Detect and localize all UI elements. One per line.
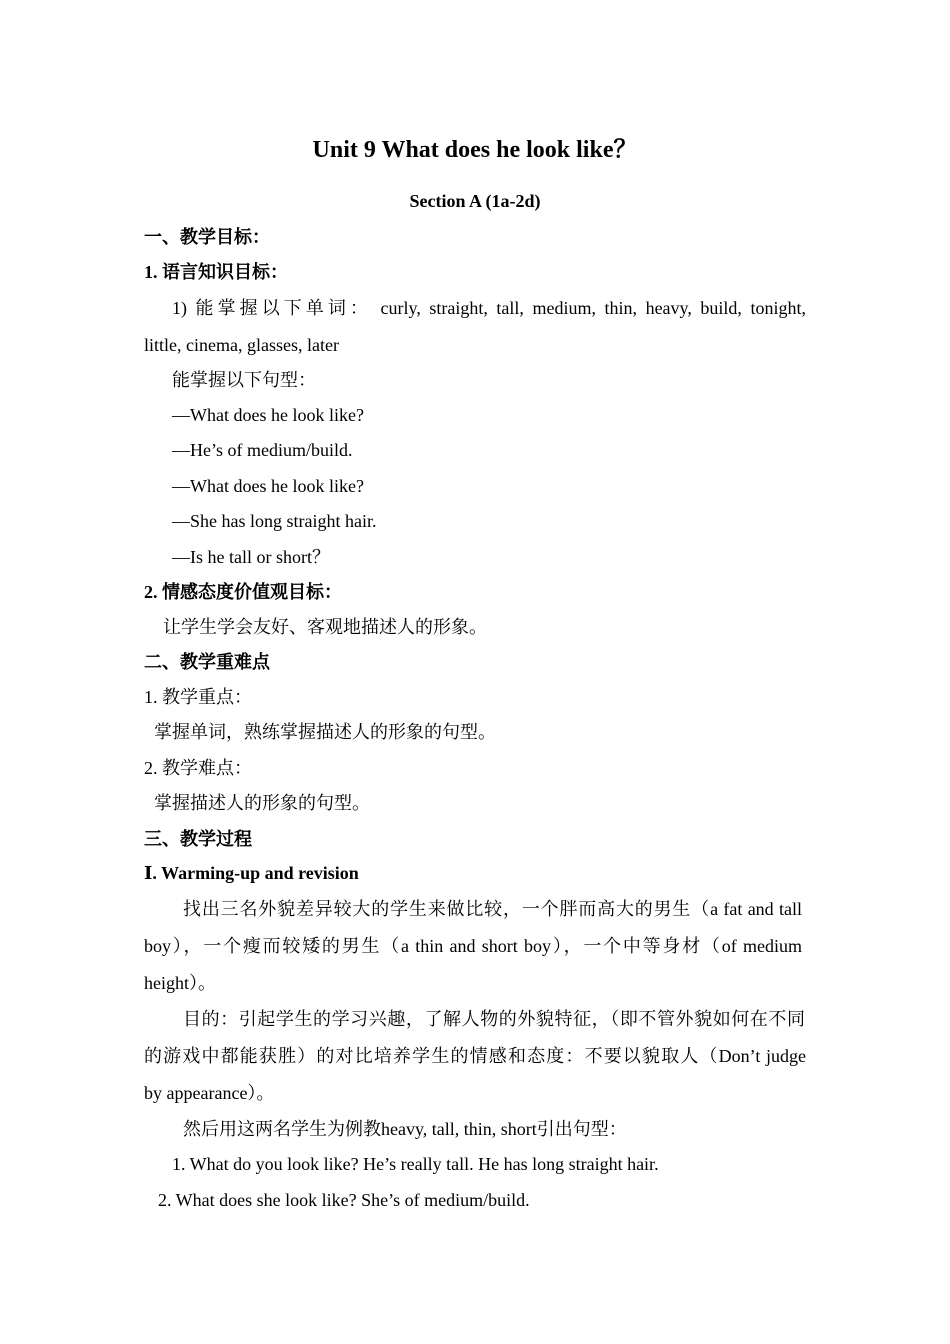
pattern-line: —What does he look like? bbox=[172, 476, 364, 496]
patterns-intro: 能掌握以下句型： bbox=[172, 370, 316, 390]
heading-warming-up: Ⅰ. Warming-up and revision bbox=[144, 863, 359, 883]
pattern-line: —Is he tall or short？ bbox=[172, 547, 330, 567]
paragraph-line: 找出三名外貌差异较大的学生来做比较，一个胖而高大的男生（a fat and tall bbox=[183, 899, 802, 919]
document-title: Unit 9 What does he look like？ bbox=[312, 137, 638, 163]
vocab-line-2: little, cinema, glasses, later bbox=[144, 335, 339, 355]
paragraph-line: 目的：引起学生的学习兴趣，了解人物的外貌特征，（即不管外貌如何在不同 bbox=[183, 1009, 805, 1029]
heading-difficult-point: 2. 教学难点： bbox=[144, 758, 252, 778]
paragraph-line: 的游戏中都能获胜）的对比培养学生的情感和态度：不要以貌取人（Don’t judge bbox=[144, 1046, 806, 1066]
pattern-line: —He’s of medium/build. bbox=[172, 440, 353, 460]
emotional-objectives-text: 让学生学会友好、客观地描述人的形象。 bbox=[163, 617, 487, 637]
paragraph-line: by appearance）。 bbox=[144, 1083, 275, 1103]
example-sentence: 2. What does she look like? She’s of medium/build. bbox=[158, 1190, 530, 1210]
paragraph-line: 然后用这两名学生为例教heavy, tall, thin, short引出句型： bbox=[183, 1119, 627, 1139]
pattern-line: —She has long straight hair. bbox=[172, 511, 377, 531]
heading-key-point: 1. 教学重点： bbox=[144, 687, 252, 707]
heading-key-points: 二、教学重难点 bbox=[144, 652, 270, 672]
heading-language-objectives: 1. 语言知识目标： bbox=[144, 262, 288, 282]
heading-teaching-objectives: 一、教学目标： bbox=[144, 227, 270, 247]
heading-emotional-objectives: 2. 情感态度价值观目标： bbox=[144, 582, 342, 602]
pattern-line: —What does he look like? bbox=[172, 405, 364, 425]
heading-teaching-process: 三、教学过程 bbox=[144, 829, 252, 849]
example-sentence: 1. What do you look like? He’s really tall. He has long straight hair. bbox=[172, 1154, 659, 1174]
vocab-line-1: 1) 能掌握以下单词： curly, straight, tall, medium, thin, heavy, build, tonight, bbox=[172, 298, 806, 318]
paragraph-line: boy），一个瘦而较矮的男生（a thin and short boy），一个中等身材（of medium bbox=[144, 936, 802, 956]
paragraph-line: height）。 bbox=[144, 973, 216, 993]
section-subtitle: Section A (1a-2d) bbox=[409, 191, 541, 211]
key-point-text: 掌握单词，熟练掌握描述人的形象的句型。 bbox=[154, 722, 496, 742]
difficult-point-text: 掌握描述人的形象的句型。 bbox=[154, 793, 370, 813]
